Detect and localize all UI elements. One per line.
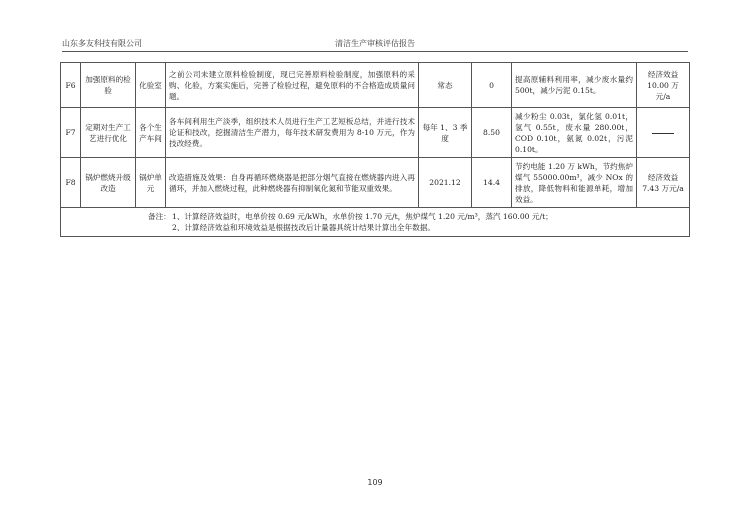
economic-benefit: 经济效益 10.00 万元/a <box>637 63 690 108</box>
note-text-2: 2、计算经济效益和环境效益是根据技改后计量器具统计结果计算出全年数据。 <box>172 223 436 232</box>
economic-benefit-empty <box>637 108 690 158</box>
environmental-benefit: 节约电能 1.20 万 kWh，节约焦炉煤气 55000.00m³，减少 NOx 的排放，降低物料和能源单耗，增加效益。 <box>512 158 637 208</box>
header-rule <box>62 51 688 52</box>
implementation-period: 常态 <box>419 63 472 108</box>
row-id: F6 <box>61 63 81 108</box>
scheme-content: 各车间利用生产淡季，组织技术人员进行生产工艺短板总结，并进行技术论证和技改，挖掘清洁生产潜力，每年技术研发费用为 8-10 万元，作为技改经费。 <box>166 108 419 158</box>
department: 锅炉单元 <box>136 158 166 208</box>
page-header <box>62 38 688 50</box>
company-name: 山东多友科技有限公司 <box>62 39 142 48</box>
department: 化验室 <box>136 63 166 108</box>
report-title: 清洁生产审核评估报告 <box>335 39 415 48</box>
notes-label: 备注： <box>148 212 171 221</box>
row-id: F8 <box>61 158 81 208</box>
note-line-2 <box>64 222 686 233</box>
table-row <box>61 108 690 158</box>
environmental-benefit: 减少粉尘 0.03t，氯化氢 0.01t，氢气 0.55t，废水量 280.00t，COD 0.10t，氨氮 0.02t，污泥 0.10t。 <box>512 108 637 158</box>
scheme-name: 定期对生产工艺进行优化 <box>81 108 136 158</box>
investment: 0 <box>472 63 512 108</box>
economic-benefit: 经济效益 7.43 万元/a <box>637 158 690 208</box>
table-row <box>61 158 690 208</box>
implementation-period: 2021.12 <box>419 158 472 208</box>
dash-placeholder <box>652 133 674 134</box>
department: 各个生产车间 <box>136 108 166 158</box>
notes-row <box>61 208 690 237</box>
investment: 8.50 <box>472 108 512 158</box>
investment: 14.4 <box>472 158 512 208</box>
note-text-1: 1、计算经济效益时，电单价按 0.69 元/kWh，水单价按 1.70 元/t，焦炉煤气 1.20 元/m³，蒸汽 160.00 元/t； <box>172 212 553 221</box>
scheme-table <box>60 62 690 237</box>
scheme-table-container <box>60 62 689 237</box>
note-line-1 <box>64 211 686 222</box>
implementation-period: 每年 1、3 季度 <box>419 108 472 158</box>
scheme-name: 锅炉燃烧升级改造 <box>81 158 136 208</box>
scheme-name: 加强原料的检验 <box>81 63 136 108</box>
scheme-content: 改造措施及效果：自身再循环燃烧器是把部分烟气直接在燃烧器内进入再循环，并加入燃烧过程，此种燃烧器有抑制氧化氮和节能双重效果。 <box>166 158 419 208</box>
row-id: F7 <box>61 108 81 158</box>
page-number: 109 <box>367 478 383 487</box>
scheme-content: 之前公司未建立原料检验制度，现已完善原料检验制度，加强原料的采购、化验，方案实施后，完善了检验过程，避免原料的不合格造成质量问题。 <box>166 63 419 108</box>
environmental-benefit: 提高原辅料利用率，减少废水量约 500t，减少污泥 0.15t。 <box>512 63 637 108</box>
table-row <box>61 63 690 108</box>
notes-cell <box>61 208 690 237</box>
